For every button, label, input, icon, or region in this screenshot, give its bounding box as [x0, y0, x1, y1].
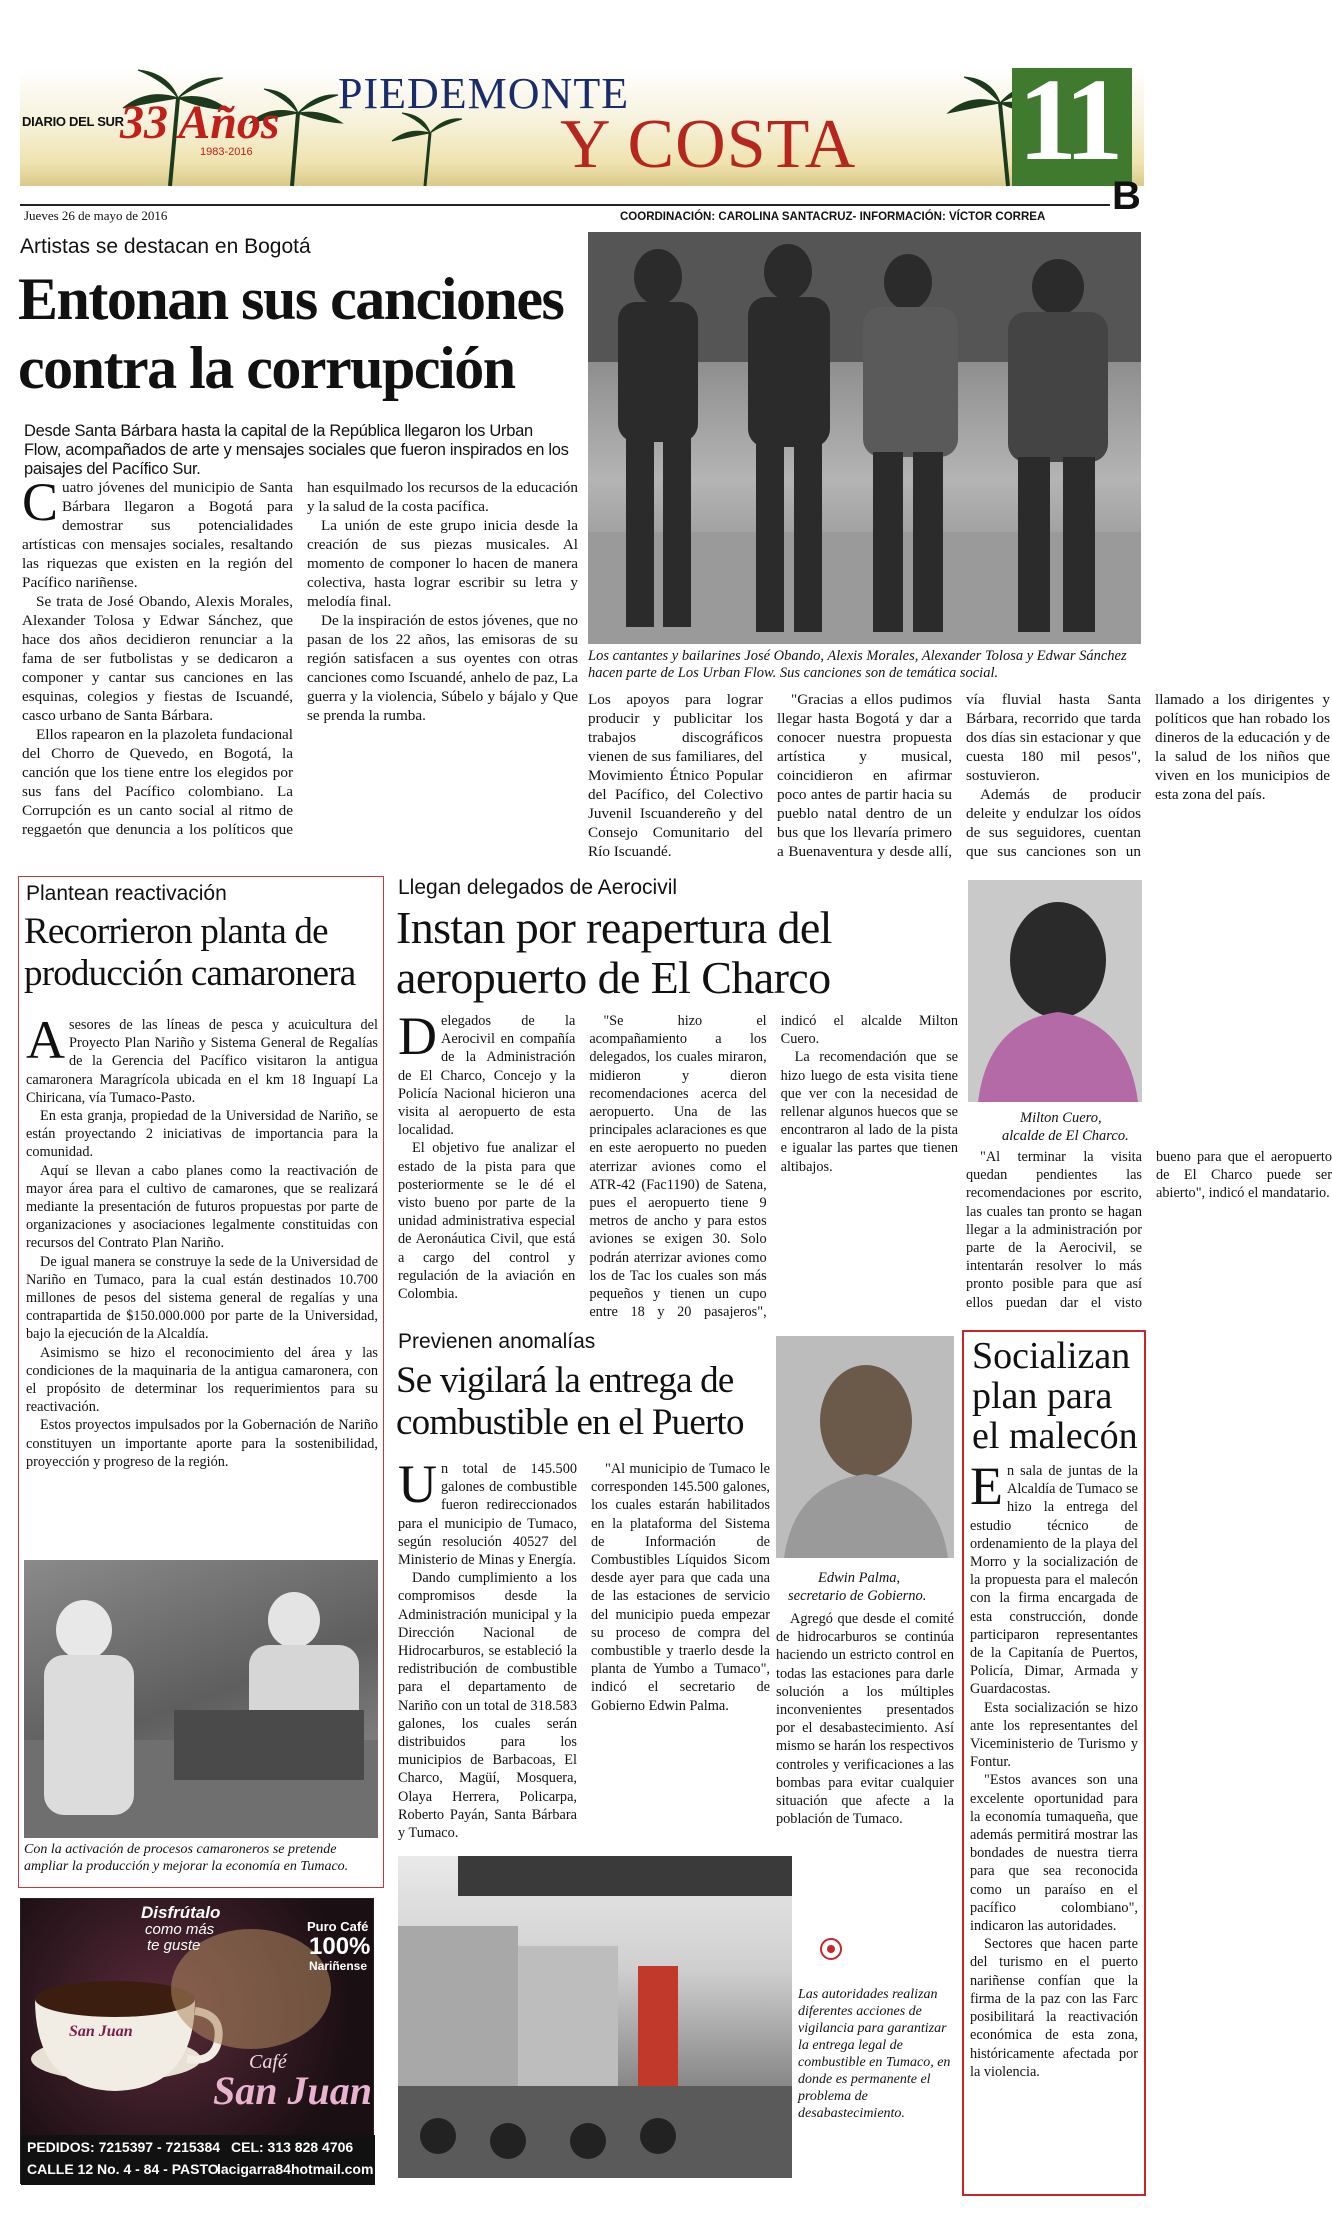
milton-caption-line1: Milton Cuero,	[1020, 1110, 1102, 1126]
shrimp-plant-photo	[24, 1560, 378, 1838]
ad-badge-1: Puro Café	[307, 1919, 369, 1934]
lead-paragraph: De la inspiración de estos jóvenes, que no pasan de los 22 años, las emisoras de su región satisfacen a sus oyentes con otras canciones como Iscuandé, anhelo de paz, La guerra y la violencia, Súbelo y bájalo y Que se prenda la rumba.	[307, 612, 578, 724]
coffee-ad	[20, 1898, 374, 2184]
shrimp-body	[26, 1010, 378, 1556]
masthead	[20, 68, 1144, 186]
airport-paragraph: "Al terminar la visita quedan pendientes las recomendaciones por escrito, las cuales tan pronto se hagan llegar a la administración por parte de la Aerocivil, se intentarán resolver lo más pronto posible para que así ellos puedan dar el visto bueno para que el aeropuerto de El Charco puede ser abierto", indicó el mandatario.	[966, 1149, 1332, 1311]
urban-flow-photo-figures	[588, 232, 1141, 644]
lead-headline-line1: Entonan sus canciones	[18, 266, 564, 332]
fuel-paragraph: Agregó que desde el comité de hidrocarburos se continúa haciendo un estricto control en todas las estaciones para darle solución a los múltiples inconvenientes presentados por el desabastecimiento. Así mismo se harán los respectivos controles y verificaciones a las bombas para evitar cualquier situación que afecte a la población de Tumaco.	[776, 1611, 954, 1828]
lead-body	[22, 472, 578, 876]
ad-tagline-3: te guste	[147, 1937, 201, 1954]
ad-cup-brand: San Juan	[69, 2023, 133, 2040]
lead-paragraph: La unión de este grupo inicia desde la creación de sus piezas musicales. Al momento de componer lo hacen de manera colectiva, hasta lograr escribir su letra y melodía final.	[307, 517, 578, 610]
malecon-paragraph: "Estos avances son una excelente oportunidad para la economía tumaqueña, que además permitirá mostrar las bondades de nuestra tierra para que sea reconocida como un paraíso en el pacífico colombiano", indicaron las autoridades.	[970, 1772, 1138, 1935]
lead-paragraph: uatro jóvenes del municipio de Santa Bárbara llegaron a Bogotá para demostrar sus potencialidades artísticas con mensajes sociales, resaltando las riquezas que existen en la región del Pacífico nariñense.	[22, 479, 293, 591]
lead-paragraph: Además de producir deleite y endulzar los oídos de sus seguidores, cuentan que sus canciones son un llamado a los dirigentes y políticos que han robado los dineros de la educación y de la salud de los niños que viven en los municipios de esta zona del país.	[966, 691, 1330, 860]
milton-caption-line2: alcalde de El Charco.	[1002, 1128, 1129, 1144]
shrimp-paragraph: Aquí se llevan a cabo planes como la reactivación de mayor área para el cultivo de camarones, que se realizará mediante la presentación de futuros propuestas por parte de organizaciones y asociaciones legalmente constituidas con recursos del Contrato Plan Nariño.	[26, 1162, 378, 1252]
ad-address: CALLE 12 No. 4 - 84 - PASTO	[27, 2161, 219, 2177]
airport-paragraph: "Se hizo el acompañamiento a los delegados, los cuales miraron, midieron y dieron recomendaciones acerca del aeropuerto. Una de las principales aclaraciones es que en este aeropuerto no pueden aterrizar aviones como el ATR-42 (Fac1190) de Satena, pues el aeropuerto tiene 9 metros de ancho y para estos aviones se exigen 30. Solo podrán aterrizar aviones como los de Tac los cuales son más pequeños y tienen un cupo entre 18 y 20 pasajeros", indicó el alcalde Milton Cuero.	[589, 1013, 958, 1321]
shrimp-photo-caption: Con la activación de procesos camaroneros se pretende ampliar la producción y mejorar la economía en Tumaco.	[24, 1842, 349, 1874]
fuel-headline-line2: combustible en el Puerto	[396, 1402, 744, 1443]
ad-brand-small: Café	[249, 2051, 287, 2073]
ad-orders: PEDIDOS: 7215397 - 7215384	[27, 2139, 221, 2155]
lead-deck: Desde Santa Bárbara hasta la capital de la República llegaron los Urban Flow, acompañados de arte y mensajes sociales que fueron inspirados en los paisajes del Pacífico Sur.	[24, 422, 569, 478]
lead-headline-line2: contra la corrupción	[18, 335, 515, 401]
lead-paragraph: Los apoyos para lograr producir y publicitar los trabajos discográficos vienen de sus familiares, del Movimiento Étnico Popular del Pacífico, del Colectivo Juvenil Iscuandereño y del Consejo Comunitario del Río Iscuandé.	[588, 691, 763, 860]
airport-drop-cap: D	[398, 1006, 437, 1066]
airport-headline-line1: Instan por reapertura del	[396, 902, 832, 953]
section-title-line2: Y COSTA	[560, 106, 857, 183]
malecon-headline-line2: plan para	[972, 1375, 1113, 1417]
gas-station-photo-scene	[398, 1856, 792, 2178]
shrimp-paragraph: Estos proyectos impulsados por la Gobernación de Nariño constituyen un importante aporte para la sostenibilidad, proyección y progreso de la región.	[26, 1417, 378, 1470]
urban-flow-photo	[588, 232, 1141, 644]
shrimp-headline-line1: Recorrieron planta de	[24, 911, 328, 952]
anniversary-number: 33 Años	[120, 96, 280, 149]
edwin-palma-portrait	[776, 1336, 954, 1558]
paper-name: DIARIO DEL SUR	[22, 114, 124, 129]
airport-body-continued	[966, 1148, 1332, 1328]
airport-kicker: Llegan delegados de Aerocivil	[398, 876, 678, 899]
page-letter: B	[1112, 174, 1141, 218]
lead-paragraph: "Gracias a ellos pudimos llegar hasta Bogotá y dar a conocer nuestra propuesta artística y musical, coincidieron en afirmar poco antes de partir hacia su pueblo natal dentro de un bus que los llevaría primero a Buenaventura y desde allí, vía fluvial hasta Santa Bárbara, recorrido que tarda dos días sin estacionar y que cuesta 180 mil pesos", sostuvieron.	[777, 691, 1141, 860]
ad-brand: San Juan	[213, 2068, 372, 2113]
airport-paragraph: El objetivo fue analizar el estado de la pista para que posteriormente se le dé el visto bueno por parte de la unidad administrativa especial de Aeronáutica Civil, que está a cargo del control y regulación de la aviación en Colombia.	[398, 1140, 576, 1303]
fuel-kicker: Previenen anomalías	[398, 1330, 596, 1353]
malecon-drop-cap: E	[970, 1456, 1003, 1516]
malecon-headline-line1: Socializan	[972, 1335, 1131, 1377]
edwin-palma-portrait-figure	[776, 1336, 954, 1558]
ad-badge-2: 100%	[309, 1933, 371, 1960]
ad-cell: CEL: 313 828 4706	[231, 2139, 354, 2155]
fuel-drop-cap: U	[398, 1454, 437, 1514]
ad-badge-3: Nariñense	[309, 1959, 368, 1973]
fuel-body-continued	[776, 1610, 954, 1848]
issue-date: Jueves 26 de mayo de 2016	[24, 208, 168, 223]
camera-icon	[820, 1938, 842, 1960]
shrimp-paragraph: Asimismo se hizo el reconocimiento del área y las condiciones de la maquinaria de la antigua camaronera, con el propósito de determinar los requerimientos para su reactivación.	[26, 1344, 378, 1416]
gas-station-photo	[398, 1856, 792, 2178]
street-photo-caption: Las autoridades realizan diferentes acciones de vigilancia para garantizar la entrega legal de combustible en Tumaco, en donde es permanente el problema de desabastecimiento.	[798, 1987, 951, 2121]
shrimp-kicker: Plantean reactivación	[26, 882, 227, 905]
edwin-caption-line2: secretario de Gobierno.	[788, 1588, 927, 1604]
masthead-credits: COORDINACIÓN: CAROLINA SANTACRUZ- INFORMACIÓN: VÍCTOR CORREA	[620, 211, 1046, 223]
section-title-line1: PIEDEMONTE	[338, 69, 630, 118]
masthead-rule	[20, 204, 1110, 206]
malecon-body	[970, 1456, 1138, 2192]
fuel-paragraph: n total de 145.500 galones de combustible fueron redireccionados para el municipio de Tumaco, según resolución 40527 del Ministerio de Minas y Energía.	[398, 1461, 577, 1569]
ad-tagline-2: como más	[145, 1921, 215, 1938]
lead-paragraph: Ellos rapearon en la plazoleta fundacional del Chorro de Quevedo, en Bogotá, la canción que los tiene entre los elegidos por sus fans del Pacífico colombiano. La Corrupción es un canto social al ritmo de reggaetón que denuncia a los políticos que han esquilmado los recursos de la educación y la salud de la costa pacífica.	[22, 479, 578, 838]
milton-cuero-portrait-figure	[968, 880, 1142, 1102]
lead-photo-caption: Los cantantes y bailarines José Obando, Alexis Morales, Alexander Tolosa y Edwar Sánchez hacen parte de Los Urban Flow. Sus canciones son de temática social.	[588, 648, 1127, 681]
malecon-paragraph: Esta socialización se hizo ante los representantes del Viceministerio de Turismo y Fontur.	[970, 1699, 1138, 1771]
milton-cuero-portrait	[968, 880, 1142, 1102]
shrimp-plant-photo-scene	[24, 1560, 378, 1838]
ad-email: lacigarra84hotmail.com	[217, 2161, 374, 2177]
malecon-paragraph: Sectores que hacen parte del turismo en el puerto nariñense confían que la firma de la paz con las Farc posibilitará la reactivación económica de esta zona, históricamente afectada por la violencia.	[970, 1936, 1138, 2080]
airport-paragraph: elegados de la Aerocivil en compañía de la Administración de El Charco, Concejo y la Policía Nacional hicieron una visita al aeropuerto de esta localidad.	[398, 1013, 576, 1139]
fuel-headline-line1: Se vigilará la entrega de	[396, 1360, 734, 1401]
shrimp-paragraph: De igual manera se construye la sede de la Universidad de Nariño en Tumaco, para la cual están destinados 10.700 millones de pesos del sistema general de regalías y una contrapartida de $150.000.000 por parte de la Universidad, bajo la ejecución de la Alcaldía.	[26, 1253, 378, 1343]
shrimp-paragraph: En esta granja, propiedad de la Universidad de Nariño, se están proyectando 2 iniciativas de importancia para la comunidad.	[26, 1108, 378, 1161]
ad-tagline-1: Disfrútalo	[141, 1903, 221, 1922]
airport-body	[398, 1006, 958, 1328]
page-number-box	[1012, 54, 1132, 186]
anniversary-years: 1983-2016	[200, 146, 253, 158]
airport-headline-line2: aeropuerto de El Charco	[396, 952, 831, 1003]
fuel-paragraph: "Al municipio de Tumaco le corresponden 145.500 galones, los cuales estarán habilitados en la plataforma del Sistema de Información de Combustibles Líquidos Sicom desde ayer para que cada una de las estaciones de servicio del municipio pueda empezar su proceso de compra del combustible y traerlo desde la planta de Yumbo a Tumaco", indicó el secretario de Gobierno Edwin Palma.	[591, 1461, 770, 1714]
fuel-paragraph: Dando cumplimiento a los compromisos desde la Administración municipal y la Dirección Nacional de Hidrocarburos, se estableció la redistribución de combustible para el departamento de Nariño con un total de 318.583 galones, los cuales serán distribuidos para los municipios de Barbacoas, El Charco, Magüí, Mosquera, Olaya Herrera, Policarpa, Roberto Payán, Santa Bárbara y Tumaco.	[398, 1570, 577, 1842]
shrimp-drop-cap: A	[26, 1010, 65, 1070]
malecon-headline-line3: el malecón	[972, 1415, 1138, 1457]
lead-paragraph: Se trata de José Obando, Alexis Morales, Alexander Tolosa y Edwar Sánchez, que hace dos años decidieron renunciar a la fama de ser futbolistas y se dedicaron a componer y cantar sus canciones en las esquinas, colegios y fiestas de Iscuandé, casco urbano de Santa Bárbara.	[22, 593, 293, 724]
edwin-caption-line1: Edwin Palma,	[818, 1570, 901, 1586]
shrimp-paragraph: sesores de las líneas de pesca y acuicultura del Proyecto Plan Nariño y Sistema General de Regalías de la Gerencia del Pacífico visitaron la antigua camaronera Maragrícola ubicada en el km 18 Inguapí La Chiricana, vía Tumaco-Pasto.	[26, 1017, 378, 1106]
lead-body-continued	[588, 690, 1330, 876]
lead-kicker: Artistas se destacan en Bogotá	[20, 235, 311, 258]
airport-paragraph: La recomendación que se hizo luego de esta visita tiene que ver con la necesidad de rellenar algunos huecos que se encontraron al lado de la pista e igualar las partes que tienen altibajos.	[780, 1049, 958, 1175]
lead-drop-cap: C	[22, 472, 59, 532]
malecon-paragraph: n sala de juntas de la Alcaldía de Tumaco se hizo la entrega del estudio técnico de ordenamiento de la playa del Morro y la socialización de la propuesta para el malecón con la firma encargada de esta construcción, donde participaron representantes de la Capitanía de Puertos, Policía, Dimar, Armada y Guardacostas.	[970, 1463, 1138, 1698]
shrimp-headline-line2: producción camaronera	[24, 953, 356, 994]
page-number: 11	[1018, 54, 1118, 185]
fuel-body	[398, 1454, 770, 1846]
